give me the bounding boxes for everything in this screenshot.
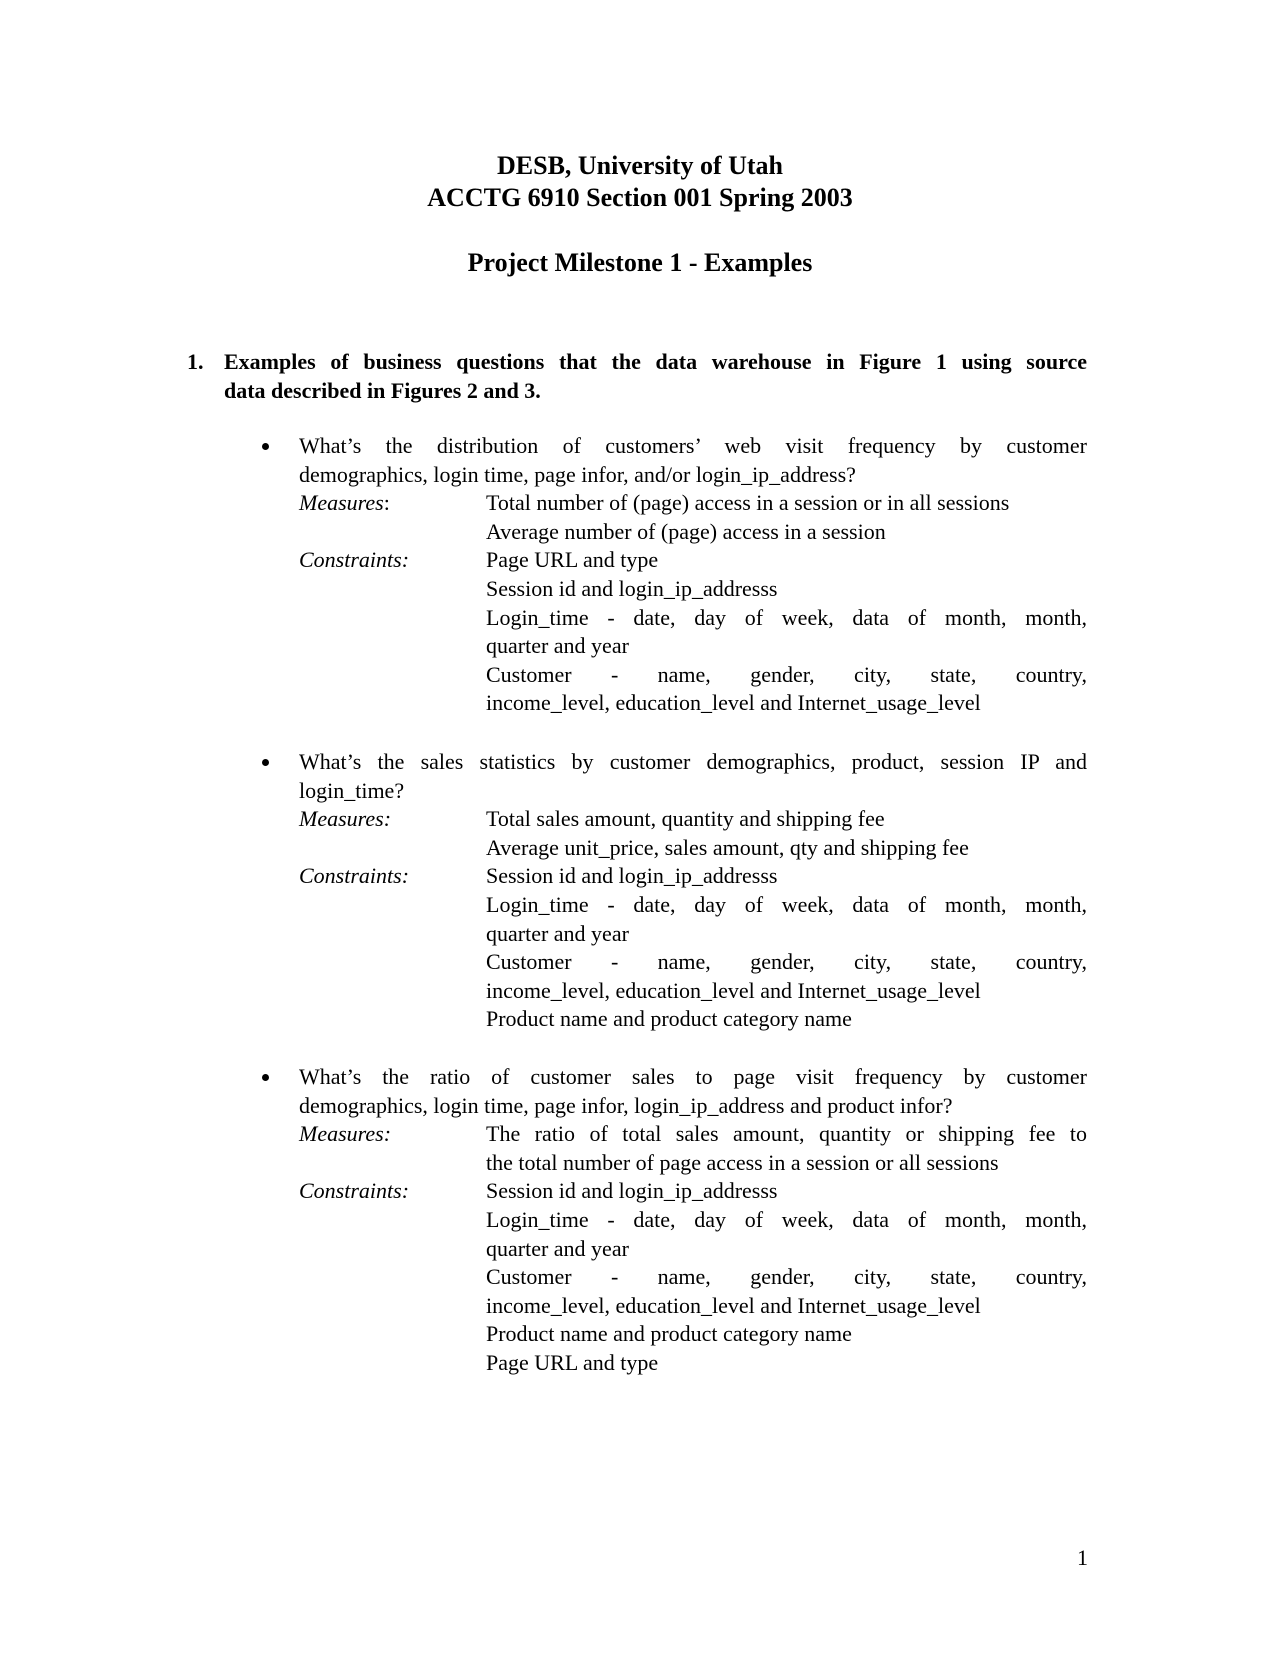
constraint-item: income_level, education_level and Internet_usage_level	[486, 690, 981, 716]
bullet-icon	[262, 1074, 269, 1081]
measures-label: Measures:	[299, 1121, 392, 1147]
measures-values	[486, 1120, 1087, 1177]
bullet-icon	[262, 443, 269, 450]
measure-item: The ratio of total sales amount, quantity or shipping fee to	[486, 1121, 1087, 1147]
question-text	[299, 748, 1087, 805]
constraints-label: Constraints:	[299, 547, 410, 573]
constraint-item: Customer - name, gender, city, state, country,	[486, 949, 1087, 975]
constraint-item: Login_time - date, day of week, data of month, month,	[486, 604, 1087, 630]
question-line: What’s the sales statistics by customer demographics, product, session IP and	[299, 749, 1087, 774]
question-line: demographics, login time, page infor, login_ip_address and product infor?	[299, 1092, 953, 1118]
measures-row	[299, 805, 1087, 862]
measures-label	[299, 489, 486, 546]
measure-item: Total sales amount, quantity and shipping fee	[486, 806, 885, 832]
constraint-item: Customer - name, gender, city, state, country,	[486, 1264, 1087, 1290]
question-block	[262, 1063, 1087, 1378]
document-title: Project Milestone 1 - Examples	[467, 248, 813, 277]
measure-item: Average number of (page) access in a session	[486, 518, 886, 544]
measures-values	[486, 489, 1087, 546]
constraints-row	[299, 1177, 1087, 1377]
measures-label: Measures:	[299, 806, 392, 832]
constraint-item: Page URL and type	[486, 547, 659, 573]
measure-item: Average unit_price, sales amount, qty and shipping fee	[486, 834, 969, 860]
measures-label-colon: :	[383, 490, 390, 516]
constraint-item: Product name and product category name	[486, 1321, 852, 1347]
measure-item: the total number of page access in a session or all sessions	[486, 1149, 999, 1175]
constraint-item: Customer - name, gender, city, state, country,	[486, 661, 1087, 687]
measures-row	[299, 489, 1087, 546]
constraints-values	[486, 546, 1087, 718]
question-line: login_time?	[299, 777, 405, 803]
constraints-label: Constraints:	[299, 1178, 410, 1204]
document-header	[0, 150, 1280, 279]
section-heading-line: Examples of business questions that the data warehouse in Figure 1 using source	[224, 349, 1087, 374]
constraint-item: Login_time - date, day of week, data of month, month,	[486, 1206, 1087, 1232]
question-line: What’s the distribution of customers’ web visit frequency by customer	[299, 433, 1087, 458]
constraint-item: quarter and year	[486, 633, 629, 659]
constraints-values	[486, 862, 1087, 1034]
institution-line: DESB, University of Utah	[496, 151, 783, 180]
constraint-item: quarter and year	[486, 920, 629, 946]
constraints-row	[299, 546, 1087, 718]
constraint-item: Login_time - date, day of week, data of month, month,	[486, 891, 1087, 917]
constraint-item: income_level, education_level and Internet_usage_level	[486, 977, 981, 1003]
course-line: ACCTG 6910 Section 001 Spring 2003	[427, 183, 853, 212]
constraint-item: quarter and year	[486, 1235, 629, 1261]
bullet-icon	[262, 759, 269, 766]
question-line: What’s the ratio of customer sales to page visit frequency by customer	[299, 1064, 1087, 1089]
question-text	[299, 432, 1087, 489]
constraint-item: Product name and product category name	[486, 1006, 852, 1032]
constraint-item: Session id and login_ip_addresss	[486, 575, 778, 601]
constraint-item: Session id and login_ip_addresss	[486, 1178, 778, 1204]
constraints-row	[299, 862, 1087, 1034]
measure-item: Total number of (page) access in a session or in all sessions	[486, 490, 1010, 516]
constraint-item: income_level, education_level and Internet_usage_level	[486, 1292, 981, 1318]
question-block	[262, 432, 1087, 718]
constraints-values	[486, 1177, 1087, 1377]
measures-values	[486, 805, 1087, 862]
page-number: 1	[1077, 1545, 1088, 1570]
section-heading-text	[224, 347, 1087, 405]
question-text	[299, 1063, 1087, 1120]
constraint-item: Session id and login_ip_addresss	[486, 863, 778, 889]
section-heading	[187, 347, 1087, 405]
measures-label-text: Measures	[299, 490, 384, 516]
section-heading-line: data described in Figures 2 and 3.	[224, 378, 541, 403]
measures-row	[299, 1120, 1087, 1177]
section-number: 1.	[187, 349, 204, 374]
constraint-item: Page URL and type	[486, 1349, 659, 1375]
constraints-label: Constraints:	[299, 863, 410, 889]
question-line: demographics, login time, page infor, and/or login_ip_address?	[299, 461, 856, 487]
question-block	[262, 748, 1087, 1034]
